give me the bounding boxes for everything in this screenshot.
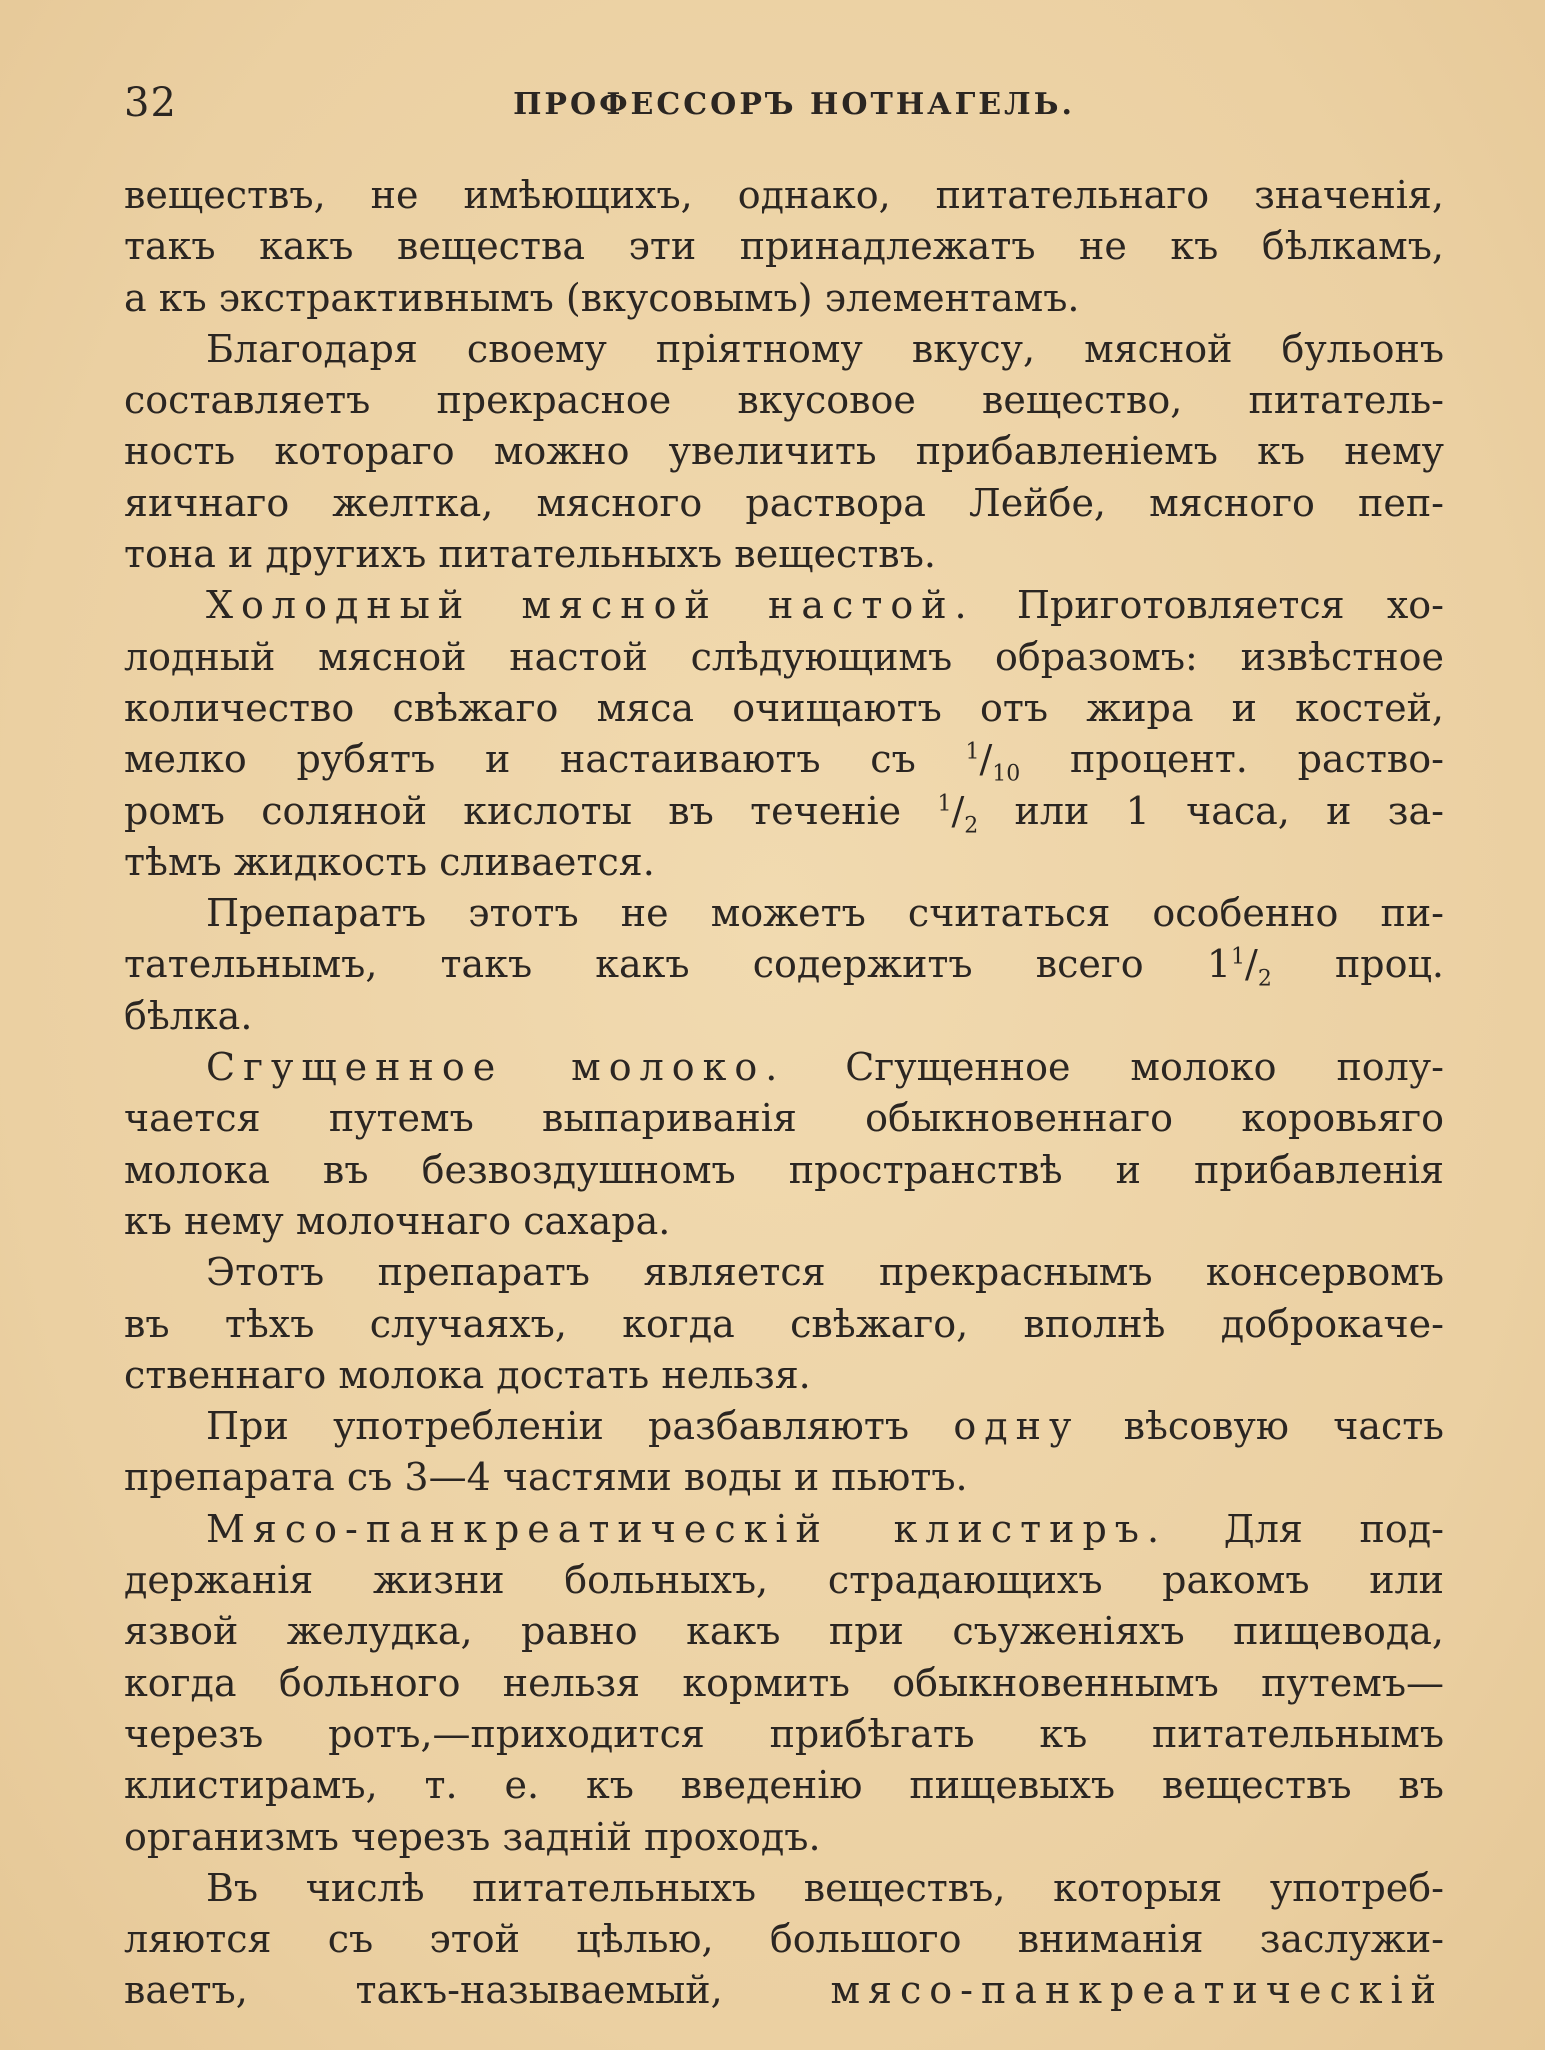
line-text: держанія жизни больныхъ, страдающихъ ракомъ или: [124, 1558, 1444, 1603]
line-text: Въ числѣ питательныхъ веществъ, которыя употреб-: [206, 1865, 1444, 1910]
line-text: клистирамъ, т. е. къ введенію пищевыхъ веществъ въ: [124, 1763, 1444, 1808]
text-line: [124, 1401, 1444, 1452]
line-text: препарата съ 3—4 частями воды и пьютъ.: [124, 1455, 968, 1500]
line-text: въ тѣхъ случаяхъ, когда свѣжаго, вполнѣ доброкаче-: [124, 1301, 1444, 1346]
text-line: [124, 939, 1445, 993]
line-text: такъ какъ вещества эти принадлежатъ не къ бѣлкамъ,: [124, 224, 1444, 269]
text-line: [124, 888, 1444, 939]
line-text-after: вѣсовую часть: [1079, 1404, 1444, 1449]
line-text: Для под-: [1167, 1506, 1444, 1551]
text-line: [124, 632, 1444, 683]
line-text: Приготовляется хо-: [974, 583, 1444, 628]
fraction-numerator: 1: [965, 739, 980, 765]
line-text: ляются съ этой цѣлью, большого вниманія заслужи-: [124, 1917, 1444, 1962]
line-text-after: процент. раство-: [1020, 737, 1444, 782]
line-text: ность котораго можно увеличить прибавленіемъ къ нему: [124, 429, 1444, 474]
text-line: [124, 1555, 1444, 1606]
line-text: мелко рубятъ и настаиваютъ съ: [124, 737, 916, 782]
text-line: [124, 1658, 1444, 1709]
spaced-emphasis: мясо-панкреатическій: [830, 1968, 1444, 2013]
text-line: [124, 529, 1444, 580]
text-line: [124, 1093, 1444, 1144]
text-line: [124, 1914, 1444, 1965]
line-text: яичнаго желтка, мясного раствора Лейбе, мясного пеп-: [124, 480, 1444, 525]
text-line: [124, 170, 1444, 221]
line-text: когда больного нельзя кормить обыкновеннымъ путемъ—: [124, 1660, 1444, 1705]
text-line: [124, 221, 1444, 272]
fraction: $^1/_{10}$: [965, 737, 1021, 787]
spaced-emphasis: одну: [953, 1404, 1080, 1449]
text-line: [124, 734, 1444, 785]
text-line: [124, 1145, 1444, 1196]
line-text: лодный мясной настой слѣдующимъ образомъ: извѣстное: [124, 634, 1444, 679]
line-text: тѣмъ жидкость сливается.: [124, 839, 655, 884]
running-head: ПРОФЕССОРЪ НОТНАГЕЛЬ.: [513, 87, 1075, 122]
page-header: [124, 78, 1444, 128]
text-line: [124, 1452, 1444, 1503]
line-text: язвой желудка, равно какъ при съуженіяхъ пищевода,: [124, 1609, 1444, 1654]
line-text: Препаратъ этотъ не можетъ считаться особенно пи-: [206, 891, 1444, 936]
spaced-heading: Мясо-панкреатическій клистиръ.: [206, 1506, 1168, 1551]
text-line: [124, 1760, 1444, 1811]
line-text: молока въ безвоздушномъ пространствѣ и прибавленія: [124, 1147, 1444, 1192]
fraction-numerator: 1: [1231, 944, 1246, 970]
line-text: веществъ, не имѣющихъ, однако, питательнаго значенія,: [124, 173, 1444, 217]
line-text: чается путемъ выпариванія обыкновеннаго коровьяго: [124, 1096, 1444, 1141]
line-text: количество свѣжаго мяса очищаютъ отъ жира и костей,: [124, 685, 1444, 730]
text-line: [124, 991, 1444, 1042]
text-line: [124, 1350, 1444, 1401]
text-line: [124, 1196, 1444, 1247]
line-text: При употребленіи разбавляютъ: [206, 1404, 910, 1449]
text-line: [124, 1812, 1444, 1863]
line-text: черезъ ротъ,—приходится прибѣгать къ питательнымъ: [124, 1711, 1444, 1756]
line-text-after: проц.: [1271, 942, 1445, 987]
text-line: [124, 426, 1444, 477]
text-line: [124, 273, 1444, 324]
line-text: тона и другихъ питательныхъ веществъ.: [124, 532, 936, 577]
text-line: [124, 1247, 1444, 1298]
line-text: организмъ черезъ задній проходъ.: [124, 1814, 821, 1859]
fraction-denominator: 10: [992, 761, 1021, 787]
line-text: ромъ соляной кислоты въ теченіе: [124, 788, 902, 833]
fraction: $^1/_2$: [1231, 942, 1272, 993]
text-line: [124, 1299, 1444, 1350]
line-text: ваетъ, такъ-называемый,: [124, 1968, 723, 2013]
text-line: [124, 1863, 1444, 1914]
fraction: $^1/_2$: [937, 788, 979, 839]
line-text: тательнымъ, такъ какъ содержитъ всего 1: [124, 942, 1232, 987]
line-text: Благодаря своему пріятному вкусу, мясной бульонъ: [206, 326, 1444, 371]
body-text: [124, 170, 1444, 2017]
line-text: ственнаго молока достать нельзя.: [124, 1352, 811, 1397]
text-line: [124, 1042, 1444, 1093]
text-line: [124, 375, 1444, 426]
text-line: [124, 683, 1444, 734]
line-text: Этотъ препаратъ является прекраснымъ консервомъ: [206, 1250, 1444, 1295]
line-text: бѣлка.: [124, 993, 253, 1038]
spaced-heading: Холодный мясной настой.: [206, 583, 975, 628]
fraction-denominator: 2: [964, 813, 979, 839]
line-text: составляетъ прекрасное вкусовое вещество, питатель-: [124, 378, 1444, 423]
text-line: [124, 837, 1444, 888]
line-text: а къ экстрактивнымъ (вкусовымъ) элементамъ.: [124, 275, 1080, 320]
text-line: [124, 786, 1444, 837]
spaced-heading: Сгущенное молоко.: [206, 1045, 786, 1090]
text-line: [124, 1606, 1444, 1657]
line-text: Сгущенное молоко полу-: [785, 1045, 1445, 1090]
line-text: къ нему молочнаго сахара.: [124, 1198, 671, 1243]
text-line: [124, 580, 1444, 631]
text-line: [124, 1965, 1444, 2016]
text-line: [124, 324, 1444, 375]
text-line: [124, 478, 1444, 529]
line-text-after: или 1 часа, и за-: [978, 788, 1444, 833]
text-line: [124, 1504, 1444, 1555]
text-line: [124, 1709, 1444, 1760]
fraction-numerator: 1: [937, 790, 952, 816]
fraction-denominator: 2: [1257, 967, 1272, 993]
page-number: 32: [124, 80, 177, 126]
